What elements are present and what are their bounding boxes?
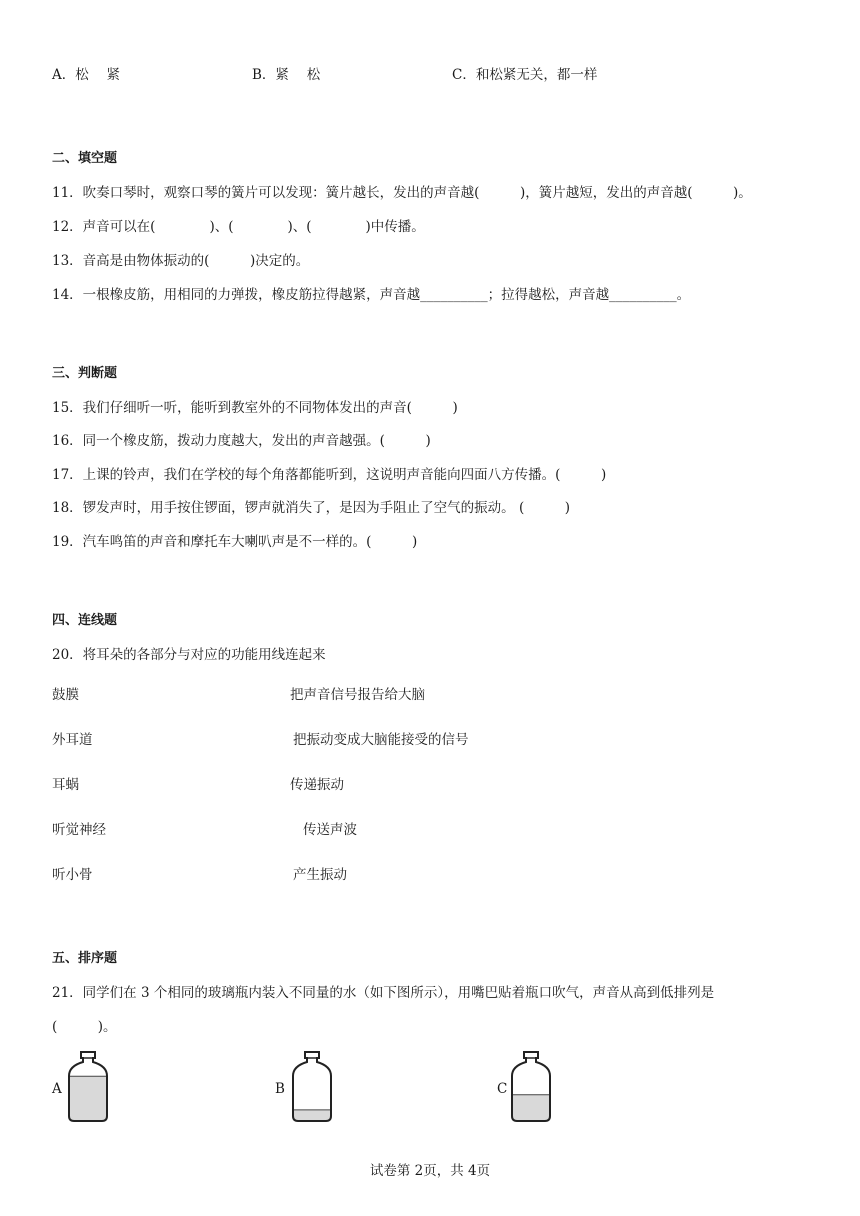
question-11: 11．吹奏口琴时，观察口琴的簧片可以发现：簧片越长，发出的声音越( )，簧片越短，发出的声音越( )。 (52, 185, 752, 201)
section-title-matching: 四、连线题 (52, 613, 118, 628)
bottle-a-image (66, 1050, 110, 1124)
section-title-fill-blank: 二、填空题 (52, 151, 118, 166)
question-21-line1: 21．同学们在 3 个相同的玻璃瓶内装入不同量的水（如下图所示），用嘴巴贴着瓶口吹气，声音从高到低排列是 (52, 985, 715, 1001)
option-c: C．和松紧无关，都一样 (452, 67, 598, 83)
question-12: 12．声音可以在( )、( )、( )中传播。 (52, 219, 425, 235)
page-footer: 试卷第 2页，共 4页 (369, 1163, 491, 1179)
match-right-item: 传递振动 (290, 777, 344, 793)
bottle-c-image (509, 1050, 553, 1124)
bottle-water (69, 1076, 107, 1120)
bottle-water (512, 1095, 550, 1120)
question-13: 13．音高是由物体振动的( )决定的。 (52, 253, 310, 269)
question-19: 19．汽车鸣笛的声音和摩托车大喇叭声是不一样的。( ) (52, 534, 418, 550)
question-21-line2: ( )。 (52, 1019, 117, 1035)
question-16: 16．同一个橡皮筋，拨动力度越大，发出的声音越强。( ) (52, 433, 431, 449)
bottle-b-image (290, 1050, 334, 1124)
section-title-true-false: 三、判断题 (52, 366, 118, 381)
bottle-label-b: B (275, 1081, 285, 1097)
option-a: A．松 紧 (52, 67, 121, 83)
match-right-item: 产生振动 (293, 867, 347, 883)
match-left-item: 鼓膜 (52, 687, 79, 703)
option-b: B．紧 松 (252, 67, 321, 83)
match-right-item: 把振动变成大脑能接受的信号 (293, 732, 469, 748)
question-15: 15．我们仔细听一听，能听到教室外的不同物体发出的声音( ) (52, 400, 458, 416)
bottle-water (293, 1110, 331, 1120)
section-title-ordering: 五、排序题 (52, 951, 118, 966)
match-left-item: 听小骨 (52, 867, 93, 883)
match-left-item: 耳蜗 (52, 777, 79, 793)
question-20: 20．将耳朵的各部分与对应的功能用线连起来 (52, 647, 326, 663)
match-right-item: 把声音信号报告给大脑 (290, 687, 425, 703)
bottle-label-c: C (497, 1081, 508, 1097)
question-17: 17．上课的铃声，我们在学校的每个角落都能听到，这说明声音能向四面八方传播。( ) (52, 467, 607, 483)
match-left-item: 外耳道 (52, 732, 93, 748)
bottle-label-a: A (52, 1081, 62, 1097)
question-14: 14．一根橡皮筋，用相同的力弹拨，橡皮筋拉得越紧，声音越__________；拉得越松，声音越__________。 (52, 287, 691, 303)
question-18: 18．锣发声时，用手按住锣面，锣声就消失了，是因为手阻止了空气的振动。 ( ) (52, 500, 571, 516)
match-right-item: 传送声波 (303, 822, 357, 838)
match-left-item: 听觉神经 (52, 822, 106, 838)
